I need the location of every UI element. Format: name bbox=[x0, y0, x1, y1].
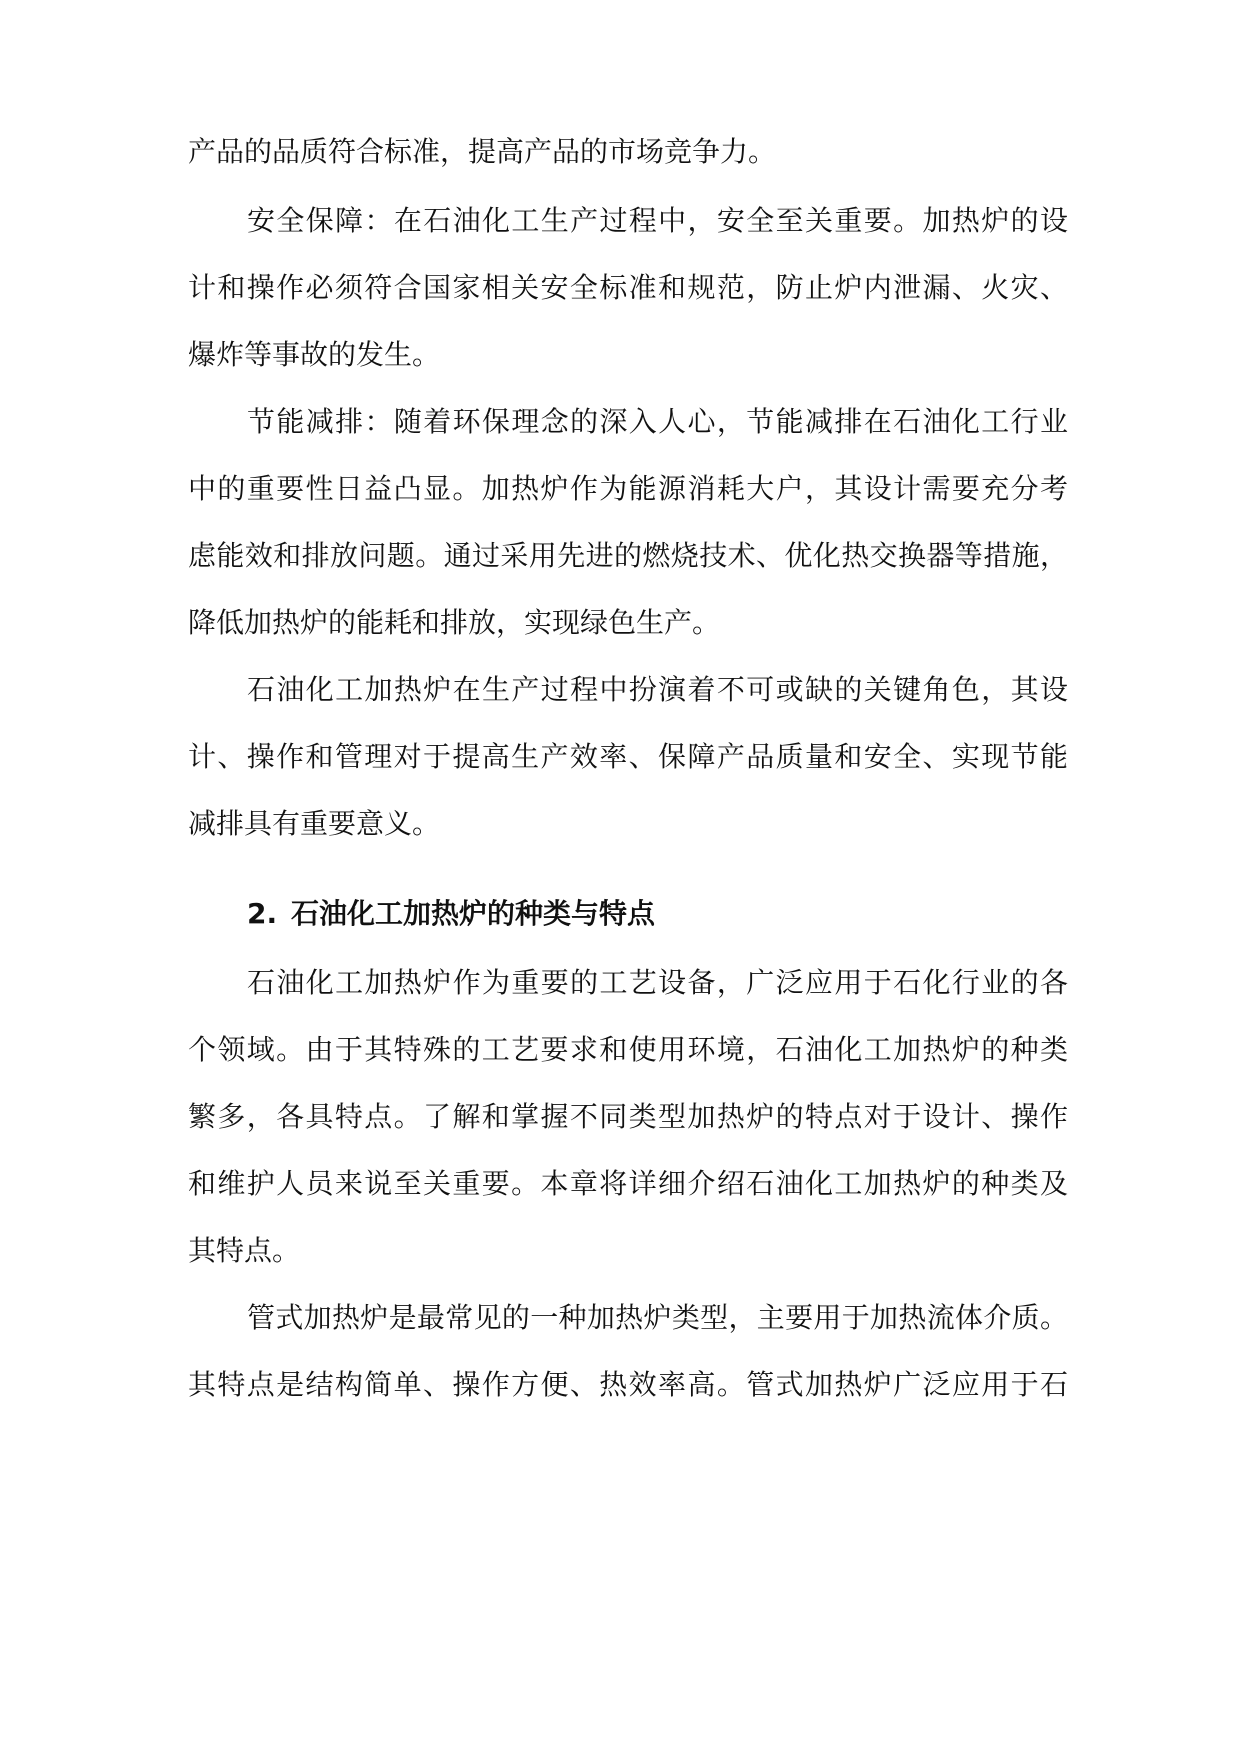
paragraph-line: 繁多，各具特点。了解和掌握不同类型加热炉的特点对于设计、操作 bbox=[188, 1100, 1068, 1133]
paragraph-line: 虑能效和排放问题。通过采用先进的燃烧技术、优化热交换器等措施， bbox=[188, 539, 1068, 572]
section-title: 石油化工加热炉的种类与特点 bbox=[291, 897, 656, 930]
paragraph-line: 减排具有重要意义。 bbox=[188, 807, 441, 840]
paragraph-line: 其特点是结构简单、操作方便、热效率高。管式加热炉广泛应用于石 bbox=[188, 1368, 1068, 1401]
paragraph-line: 石油化工加热炉作为重要的工艺设备，广泛应用于石化行业的各 bbox=[247, 966, 1068, 999]
paragraph-line: 安全保障：在石油化工生产过程中，安全至关重要。加热炉的设 bbox=[247, 204, 1068, 237]
section-number: 2. bbox=[247, 897, 278, 930]
paragraph-line: 个领域。由于其特殊的工艺要求和使用环境，石油化工加热炉的种类 bbox=[188, 1033, 1068, 1066]
paragraph-line: 降低加热炉的能耗和排放，实现绿色生产。 bbox=[188, 606, 721, 639]
paragraph-line: 计和操作必须符合国家相关安全标准和规范，防止炉内泄漏、火灾、 bbox=[188, 271, 1068, 304]
paragraph-line: 计、操作和管理对于提高生产效率、保障产品质量和安全、实现节能 bbox=[188, 740, 1068, 773]
paragraph-line: 其特点。 bbox=[188, 1234, 301, 1267]
paragraph-line: 石油化工加热炉在生产过程中扮演着不可或缺的关键角色，其设 bbox=[247, 673, 1068, 706]
section-heading bbox=[247, 894, 1047, 934]
paragraph-line: 产品的品质符合标准，提高产品的市场竞争力。 bbox=[188, 135, 777, 168]
paragraph-line: 管式加热炉是最常见的一种加热炉类型，主要用于加热流体介质。 bbox=[247, 1301, 1068, 1334]
paragraph-line: 爆炸等事故的发生。 bbox=[188, 338, 441, 371]
paragraph-line: 节能减排：随着环保理念的深入人心，节能减排在石油化工行业 bbox=[247, 405, 1068, 438]
paragraph-line: 和维护人员来说至关重要。本章将详细介绍石油化工加热炉的种类及 bbox=[188, 1167, 1068, 1200]
paragraph-line: 中的重要性日益凸显。加热炉作为能源消耗大户，其设计需要充分考 bbox=[188, 472, 1068, 505]
